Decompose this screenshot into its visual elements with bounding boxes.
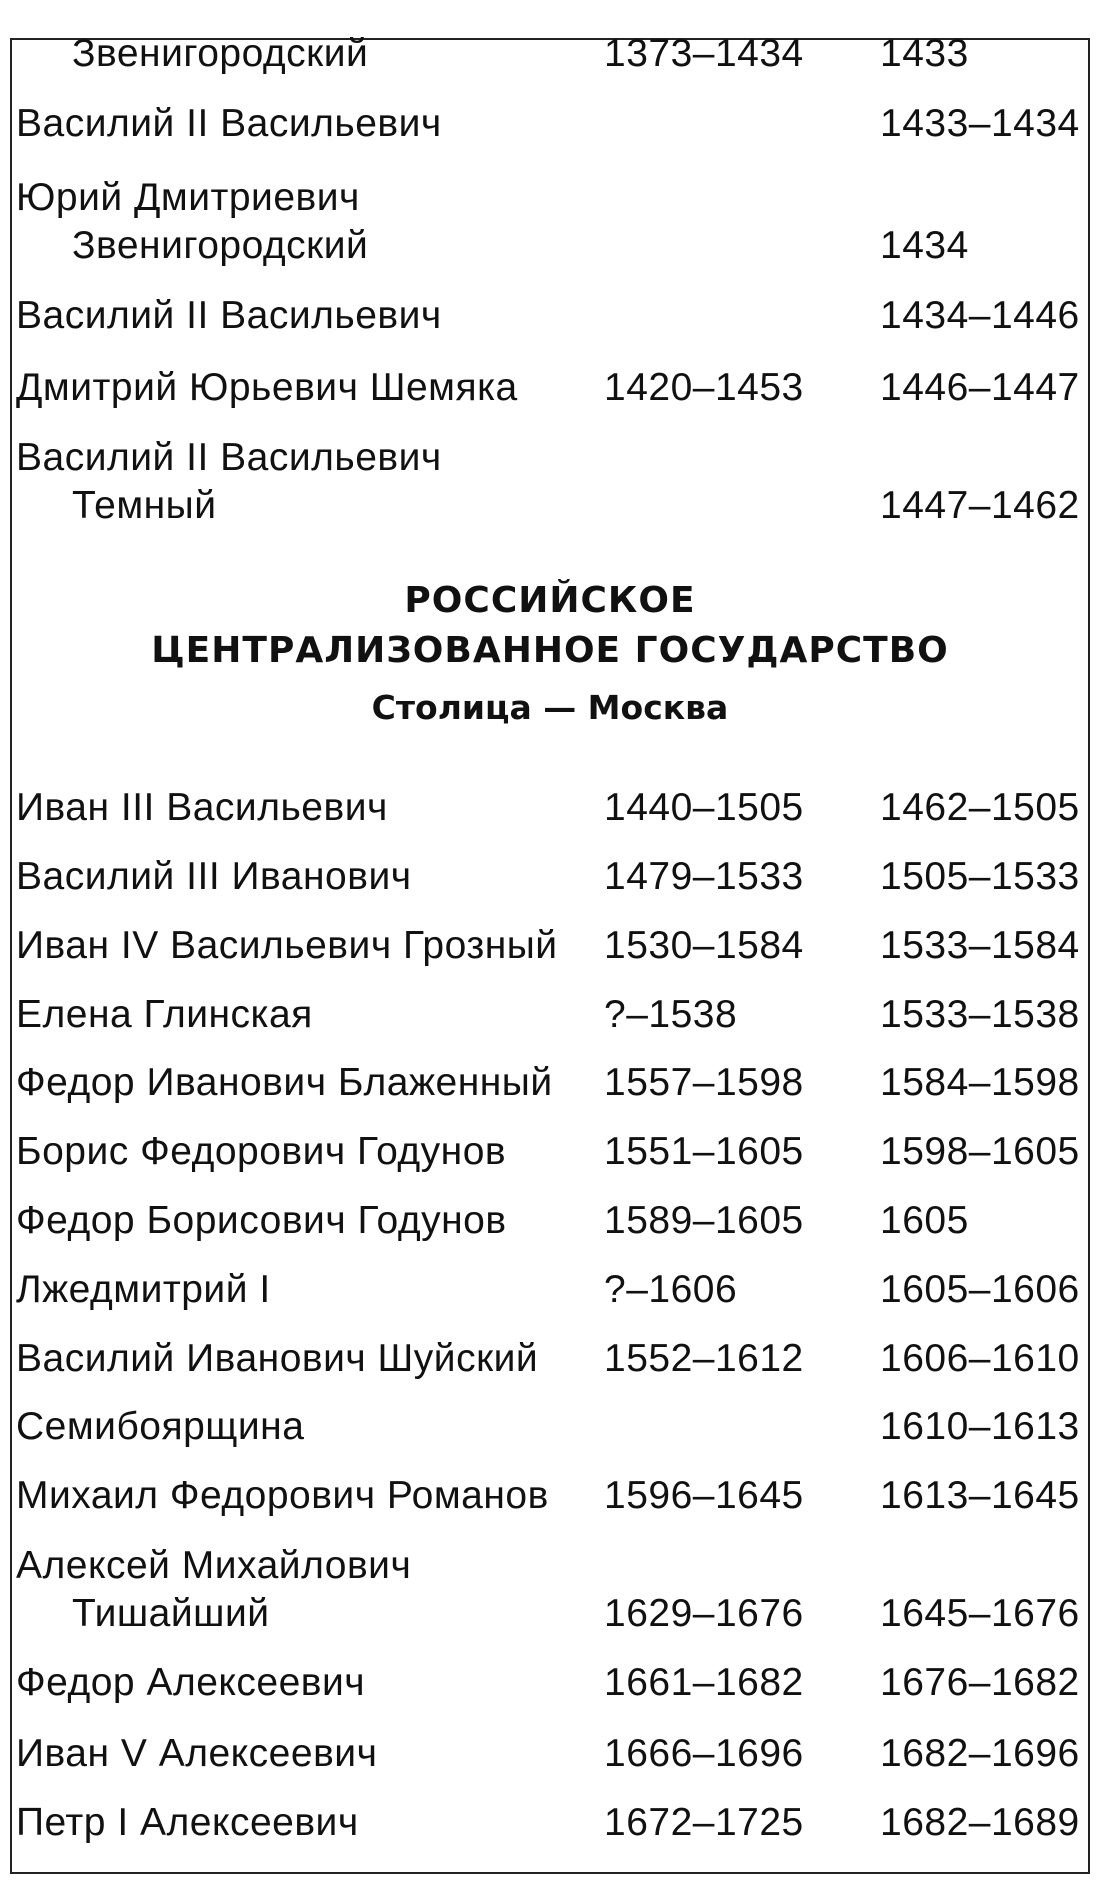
reign-years: 1462–1505 [880, 786, 1080, 829]
reign-years: 1605–1606 [880, 1268, 1080, 1311]
ruler-name: Юрий Дмитриевич [16, 176, 360, 219]
ruler-name: Алексей Михайлович [16, 1544, 412, 1587]
life-years: ?–1606 [604, 1268, 738, 1311]
ruler-name: Василий II Васильевич [16, 436, 442, 479]
reign-years: 1434 [880, 224, 969, 267]
life-years: 1420–1453 [604, 366, 804, 409]
ruler-name-continuation: Звенигородский [72, 32, 369, 75]
life-years: 1629–1676 [604, 1592, 804, 1635]
ruler-name: Иван V Алексеевич [16, 1732, 378, 1775]
ruler-name-continuation: Тишайший [72, 1592, 270, 1635]
life-years: 1672–1725 [604, 1801, 804, 1844]
life-years: ?–1538 [604, 993, 738, 1036]
reign-years: 1533–1584 [880, 924, 1080, 967]
ruler-name: Семибоярщина [16, 1405, 305, 1448]
reign-years: 1434–1446 [880, 294, 1080, 337]
ruler-name: Василий Иванович Шуйский [16, 1337, 539, 1380]
section-subtitle-capital: Столица — Москва [371, 688, 729, 727]
ruler-name: Дмитрий Юрьевич Шемяка [16, 366, 518, 409]
life-years: 1666–1696 [604, 1732, 804, 1775]
reign-years: 1613–1645 [880, 1474, 1080, 1517]
life-years: 1551–1605 [604, 1130, 804, 1173]
ruler-name: Михаил Федорович Романов [16, 1474, 549, 1517]
reign-years: 1610–1613 [880, 1405, 1080, 1448]
ruler-name: Лжедмитрий I [16, 1268, 271, 1311]
reign-years: 1433 [880, 32, 969, 75]
reign-years: 1505–1533 [880, 855, 1080, 898]
section-title-line-1: РОССИЙСКОЕ [404, 580, 696, 621]
reign-years: 1682–1689 [880, 1801, 1080, 1844]
ruler-name: Борис Федорович Годунов [16, 1130, 507, 1173]
life-years: 1440–1505 [604, 786, 804, 829]
ruler-name: Федор Борисович Годунов [16, 1199, 507, 1242]
life-years: 1552–1612 [604, 1337, 804, 1380]
ruler-name-continuation: Темный [72, 484, 217, 527]
ruler-name: Федор Иванович Блаженный [16, 1061, 553, 1104]
life-years: 1557–1598 [604, 1061, 804, 1104]
life-years: 1661–1682 [604, 1661, 804, 1704]
reign-years: 1682–1696 [880, 1732, 1080, 1775]
ruler-name: Василий II Васильевич [16, 102, 442, 145]
life-years: 1479–1533 [604, 855, 804, 898]
life-years: 1589–1605 [604, 1199, 804, 1242]
reign-years: 1433–1434 [880, 102, 1080, 145]
ruler-name: Иван IV Васильевич Грозный [16, 924, 558, 967]
page-frame [10, 32, 1090, 1874]
reign-years: 1598–1605 [880, 1130, 1080, 1173]
ruler-name-continuation: Звенигородский [72, 224, 369, 267]
life-years: 1596–1645 [604, 1474, 804, 1517]
reign-years: 1606–1610 [880, 1337, 1080, 1380]
reign-years: 1605 [880, 1199, 969, 1242]
reign-years: 1645–1676 [880, 1592, 1080, 1635]
ruler-name: Василий III Иванович [16, 855, 412, 898]
ruler-name: Елена Глинская [16, 993, 313, 1036]
section-title-line-2: ЦЕНТРАЛИЗОВАННОЕ ГОСУДАРСТВО [151, 630, 949, 671]
ruler-name: Петр I Алексеевич [16, 1801, 359, 1844]
reign-years: 1447–1462 [880, 484, 1080, 527]
life-years: 1373–1434 [604, 32, 804, 75]
reign-years: 1446–1447 [880, 366, 1080, 409]
ruler-name: Иван III Васильевич [16, 786, 388, 829]
reign-years: 1676–1682 [880, 1661, 1080, 1704]
ruler-name: Федор Алексеевич [16, 1661, 366, 1704]
ruler-name: Василий II Васильевич [16, 294, 442, 337]
reign-years: 1584–1598 [880, 1061, 1080, 1104]
life-years: 1530–1584 [604, 924, 804, 967]
reign-years: 1533–1538 [880, 993, 1080, 1036]
